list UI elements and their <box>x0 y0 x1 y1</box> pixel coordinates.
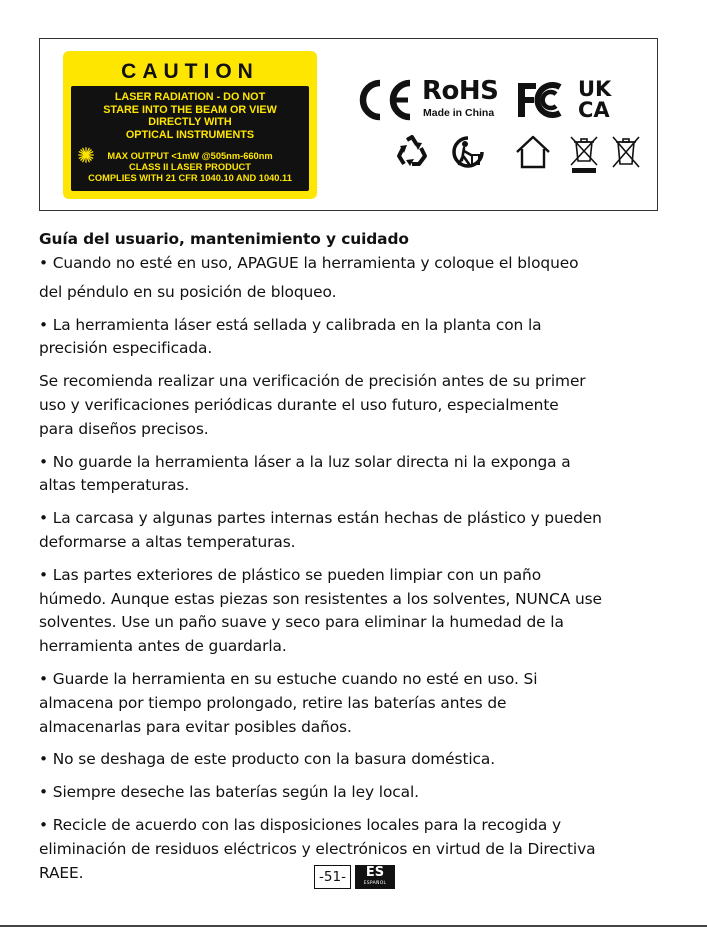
section-heading: Guía del usuario, mantenimiento y cuidado <box>39 230 409 248</box>
spec-line: CLASS II LASER PRODUCT <box>129 162 251 172</box>
warning-line: OPTICAL INSTRUMENTS <box>125 128 255 141</box>
paragraph-line: herramienta antes de guardarla. <box>39 637 287 656</box>
paragraph-line: uso y verificaciones periódicas durante el uso futuro, especialmente <box>39 395 559 414</box>
paragraph-line: • Guarde la herramienta en su estuche cuando no esté en uso. Si <box>39 669 538 688</box>
paragraph-line: del péndulo en su posición de bloqueo. <box>39 282 337 301</box>
paragraph-line: deformarse a altas temperaturas. <box>39 532 296 551</box>
caution-warning-panel <box>71 86 309 191</box>
paragraph-line: altas temperaturas. <box>39 476 190 495</box>
paragraph-line: • Recicle de acuerdo con las disposiciones locales para la recogida y <box>39 815 562 834</box>
paragraph-line: eliminación de residuos eléctricos y electrónicos en virtud de la Directiva <box>39 839 596 858</box>
fcc-mark-icon <box>516 81 566 119</box>
paragraph-line: • La herramienta láser está sellada y calibrada en la planta con la <box>39 315 542 334</box>
paragraph-line: precisión especificada. <box>39 339 213 358</box>
ce-mark-icon <box>356 79 414 121</box>
made-in-china-text: Made in China <box>423 107 495 119</box>
indoor-use-icon <box>514 134 552 170</box>
language-badge <box>355 865 395 889</box>
maintenance-guide <box>39 228 664 885</box>
page-footer <box>0 865 707 889</box>
paragraph-line: • Las partes exteriores de plástico se pueden limpiar con un paño <box>39 565 542 584</box>
recycle-icon <box>394 134 430 170</box>
caution-title: CAUTION <box>121 60 259 83</box>
paragraph-line: almacena por tiempo prolongado, retire las baterías antes de <box>39 693 507 712</box>
paragraph-line: almacenarlas para evitar posibles daños. <box>39 717 352 736</box>
language-code: ES <box>365 865 385 880</box>
paragraph-line: • No guarde la herramienta láser a la luz solar directa ni la exponga a <box>39 452 571 471</box>
weee-bin-bar-icon <box>568 134 600 176</box>
paragraph-line: • Siempre deseche las baterías según la ley local. <box>39 783 419 802</box>
paragraph-line: • No se deshaga de este producto con la basura doméstica. <box>39 750 496 769</box>
weee-bin-icon <box>610 134 642 170</box>
paragraph-line: • Cuando no esté en uso, APAGUE la herramienta y coloque el bloqueo <box>39 254 579 272</box>
warning-line: LASER RADIATION - DO NOT <box>114 91 266 103</box>
ukca-bottom: CA <box>578 98 610 122</box>
ukca-top: UK <box>578 77 612 101</box>
paragraph-line: húmedo. Aunque estas piezas son resistentes a los solventes, NUNCA use <box>39 589 602 608</box>
paragraph-line: RAEE. <box>39 863 84 882</box>
spec-line: COMPLIES WITH 21 CFR 1040.10 AND 1040.11 <box>88 173 292 183</box>
ukca-mark-icon <box>578 79 620 121</box>
certification-marks <box>356 77 626 197</box>
compliance-label-box <box>39 38 658 211</box>
warning-line: STARE INTO THE BEAM OR VIEW <box>103 103 277 116</box>
language-name: ESPAÑOL <box>363 881 387 886</box>
paragraph-line: solventes. Use un paño suave y seco para eliminar la humedad de la <box>39 613 564 632</box>
spec-line: MAX OUTPUT <1mW @505nm-660nm <box>107 151 273 161</box>
tidyman-icon <box>450 134 486 170</box>
paragraph-line: para diseños precisos. <box>39 419 209 438</box>
page-number: -51- <box>314 865 351 889</box>
paragraph-line: Se recomienda realizar una verificación de precisión antes de su primer <box>39 372 586 391</box>
laser-caution-label <box>63 51 317 199</box>
warning-line: DIRECTLY WITH <box>148 116 232 128</box>
rohs-mark: RoHS <box>422 76 499 106</box>
paragraph-line: • La carcasa y algunas partes internas están hechas de plástico y pueden <box>39 509 602 528</box>
